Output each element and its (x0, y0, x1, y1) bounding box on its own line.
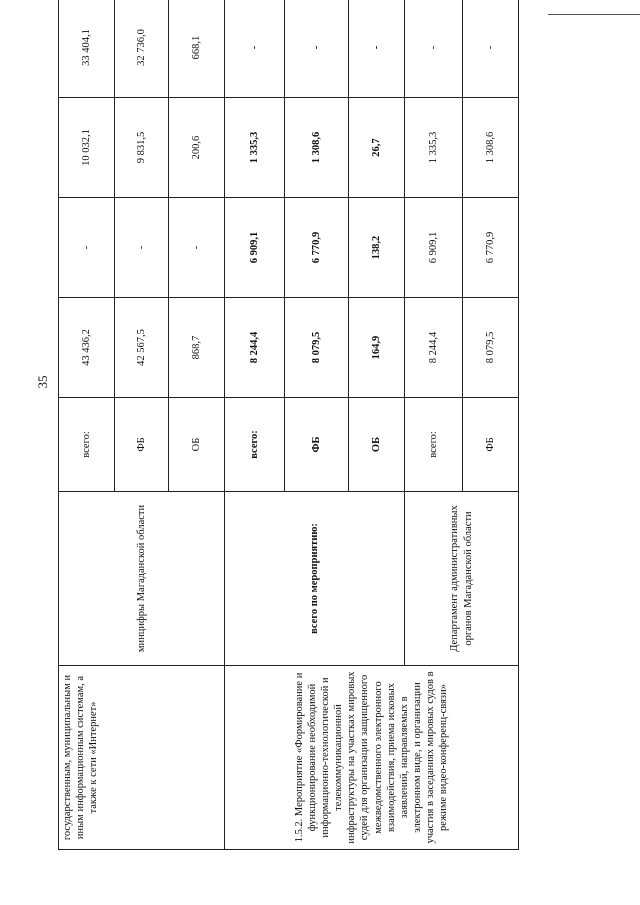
rotated-table-area (58, 29, 518, 850)
amount-year-2: 1 335,3 (405, 98, 463, 198)
source-cell: всего: (405, 398, 463, 492)
amount-year-1: - (115, 198, 169, 298)
amount-year-3: - (405, 0, 463, 98)
table-row (225, 0, 285, 850)
amount-year-1: 6 909,1 (225, 198, 285, 298)
amount-year-1: 138,2 (349, 198, 405, 298)
amount-total: 42 567,5 (115, 298, 169, 398)
amount-total: 43 436,2 (59, 298, 115, 398)
amount-year-2: 1 335,3 (225, 98, 285, 198)
amount-year-3: 33 404,1 (59, 0, 115, 98)
amount-total: 164,9 (349, 298, 405, 398)
source-cell: ФБ (285, 398, 349, 492)
responsible-cell: минцифры Магаданской области (59, 492, 225, 666)
amount-year-2: 26,7 (349, 98, 405, 198)
table-row (59, 0, 115, 850)
header-rule (548, 14, 640, 15)
amount-total: 8 079,5 (285, 298, 349, 398)
amount-year-2: 10 032,1 (59, 98, 115, 198)
responsible-cell: Департамент административных органов Магаданской области (405, 492, 519, 666)
amount-total: 8 244,4 (225, 298, 285, 398)
responsible-cell: всего по мероприятию: (225, 492, 405, 666)
amount-year-1: 6 770,9 (285, 198, 349, 298)
source-cell: всего: (59, 398, 115, 492)
amount-year-2: 200,6 (169, 98, 225, 198)
amount-total: 8 244,4 (405, 298, 463, 398)
funding-table (58, 0, 519, 850)
amount-year-1: 6 909,1 (405, 198, 463, 298)
amount-year-3: - (349, 0, 405, 98)
amount-year-2: 1 308,6 (285, 98, 349, 198)
amount-total: 868,7 (169, 298, 225, 398)
source-cell: ФБ (463, 398, 519, 492)
amount-year-1: 6 770,9 (463, 198, 519, 298)
amount-year-3: - (285, 0, 349, 98)
page-number: 35 (35, 375, 50, 389)
amount-total: 8 079,5 (463, 298, 519, 398)
amount-year-3: 668,1 (169, 0, 225, 98)
landscape-frame (58, 29, 518, 850)
event-cell: государственным, муниципальным и иным информационным системам, а также к сети «Интернет» (59, 666, 225, 850)
amount-year-3: 32 736,0 (115, 0, 169, 98)
event-cell: 1.5.2. Мероприятие «Формирование и функционирование необходимой информационно-технологической и телекоммуникационной инфраструктуры на участках мировых судей для организации защищенного межведомственного электронного взаимодействия, приема исковых заявлений, направляемых в электронном виде, и организации участия в заседаниях мировых судов в режиме видео-конференц-связи» (225, 666, 519, 850)
amount-year-2: 1 308,6 (463, 98, 519, 198)
source-cell: ОБ (169, 398, 225, 492)
amount-year-1: - (169, 198, 225, 298)
amount-year-3: - (225, 0, 285, 98)
amount-year-2: 9 831,5 (115, 98, 169, 198)
amount-year-1: - (59, 198, 115, 298)
source-cell: ФБ (115, 398, 169, 492)
amount-year-3: - (463, 0, 519, 98)
source-cell: всего: (225, 398, 285, 492)
source-cell: ОБ (349, 398, 405, 492)
